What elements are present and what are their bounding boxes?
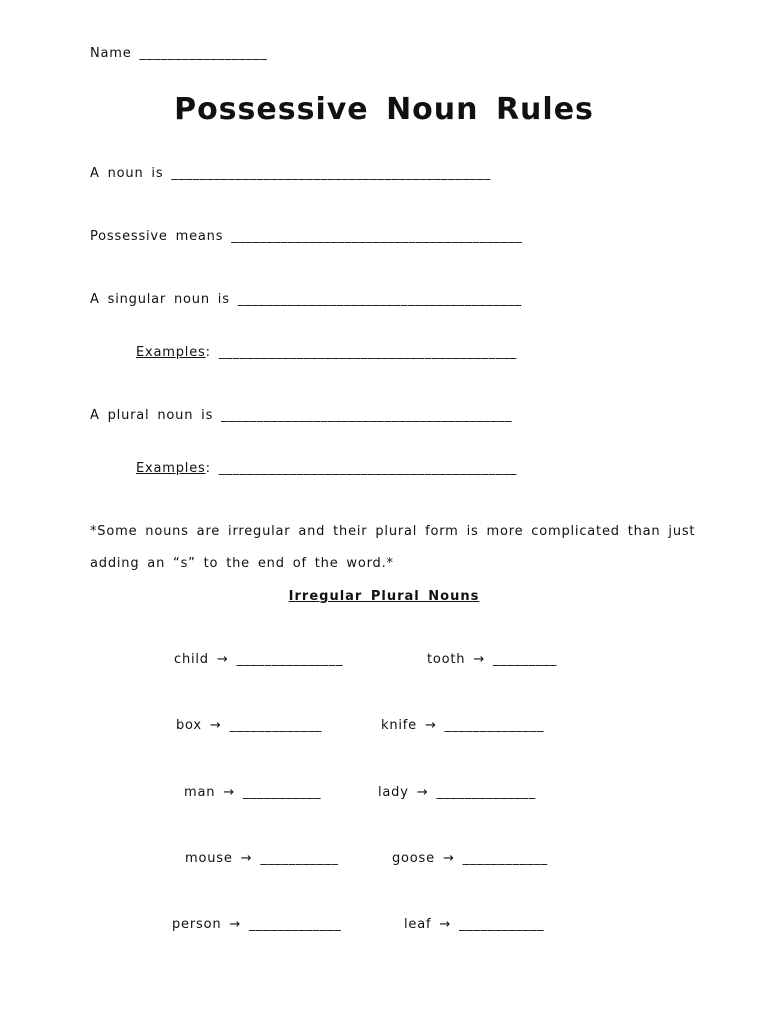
singular-examples-label: Examples [136, 345, 206, 360]
name-field[interactable] [90, 46, 267, 62]
plural-examples-blank[interactable]: __________________________________________ [218, 461, 517, 476]
plural-definition-label: A plural noun is [90, 408, 214, 423]
singular-examples-blank[interactable]: __________________________________________ [218, 345, 517, 360]
irregular-blank[interactable]: ______________ [444, 718, 545, 733]
arrow-right-icon: → [424, 718, 437, 733]
irregular-heading: Irregular Plural Nouns [288, 589, 480, 604]
plural-definition-blank[interactable]: _________________________________________ [221, 408, 513, 423]
irregular-blank[interactable]: ___________ [260, 851, 339, 866]
irregular-blank[interactable]: ____________ [462, 851, 548, 866]
singular-definition-label: A singular noun is [90, 292, 230, 307]
arrow-right-icon: → [216, 652, 229, 667]
irregular-item-mouse[interactable] [185, 851, 338, 867]
irregular-word: tooth [427, 652, 466, 667]
singular-definition-row[interactable] [90, 292, 522, 308]
irregular-item-man[interactable] [184, 785, 321, 801]
noun-definition-row[interactable] [90, 166, 491, 182]
irregular-word: child [174, 652, 209, 667]
irregular-note-line-1: *Some nouns are irregular and their plural form is more complicated than just [90, 524, 696, 539]
irregular-item-lady[interactable] [378, 785, 536, 801]
arrow-right-icon: → [442, 851, 455, 866]
irregular-note-line-2: adding an “s” to the end of the word.* [90, 556, 394, 571]
irregular-blank[interactable]: ___________ [242, 785, 322, 800]
irregular-item-box[interactable] [176, 718, 322, 734]
possessive-definition-blank[interactable]: _________________________________________ [231, 229, 523, 244]
arrow-right-icon: → [416, 785, 429, 800]
name-label: Name [90, 46, 132, 61]
plural-examples-label: Examples [136, 461, 206, 476]
singular-examples-colon: : [205, 345, 211, 360]
name-blank[interactable]: __________________ [139, 46, 268, 61]
noun-definition-label: A noun is [90, 166, 164, 181]
possessive-definition-row[interactable] [90, 229, 522, 245]
noun-definition-blank[interactable]: _____________________________________________ [171, 166, 491, 181]
irregular-word: leaf [404, 917, 432, 932]
possessive-definition-label: Possessive means [90, 229, 224, 244]
irregular-blank[interactable]: _________ [493, 652, 557, 667]
irregular-item-knife[interactable] [381, 718, 544, 734]
irregular-word: person [172, 917, 222, 932]
irregular-blank[interactable]: ______________ [436, 785, 536, 800]
irregular-word: mouse [185, 851, 233, 866]
arrow-right-icon: → [223, 785, 235, 800]
irregular-item-tooth[interactable] [427, 652, 557, 668]
arrow-right-icon: → [209, 718, 222, 733]
irregular-blank[interactable]: _______________ [236, 652, 344, 667]
irregular-word: box [176, 718, 202, 733]
irregular-word: lady [378, 785, 409, 800]
irregular-item-goose[interactable] [392, 851, 548, 867]
arrow-right-icon: → [473, 652, 486, 667]
irregular-word: man [184, 785, 216, 800]
irregular-blank[interactable]: ____________ [459, 917, 545, 932]
irregular-item-person[interactable] [172, 917, 341, 933]
irregular-item-child[interactable] [174, 652, 343, 668]
irregular-blank[interactable]: _____________ [249, 917, 342, 932]
singular-definition-blank[interactable]: ________________________________________ [237, 292, 522, 307]
irregular-word: knife [381, 718, 417, 733]
plural-examples-row[interactable] [136, 461, 517, 477]
irregular-blank[interactable]: _____________ [229, 718, 322, 733]
arrow-right-icon: → [240, 851, 253, 866]
arrow-right-icon: → [229, 917, 242, 932]
arrow-right-icon: → [439, 917, 452, 932]
plural-examples-colon: : [205, 461, 211, 476]
singular-examples-row[interactable] [136, 345, 517, 361]
page-title: Possessive Noun Rules [174, 92, 594, 127]
irregular-word: goose [392, 851, 435, 866]
irregular-item-leaf[interactable] [404, 917, 544, 933]
plural-definition-row[interactable] [90, 408, 512, 424]
